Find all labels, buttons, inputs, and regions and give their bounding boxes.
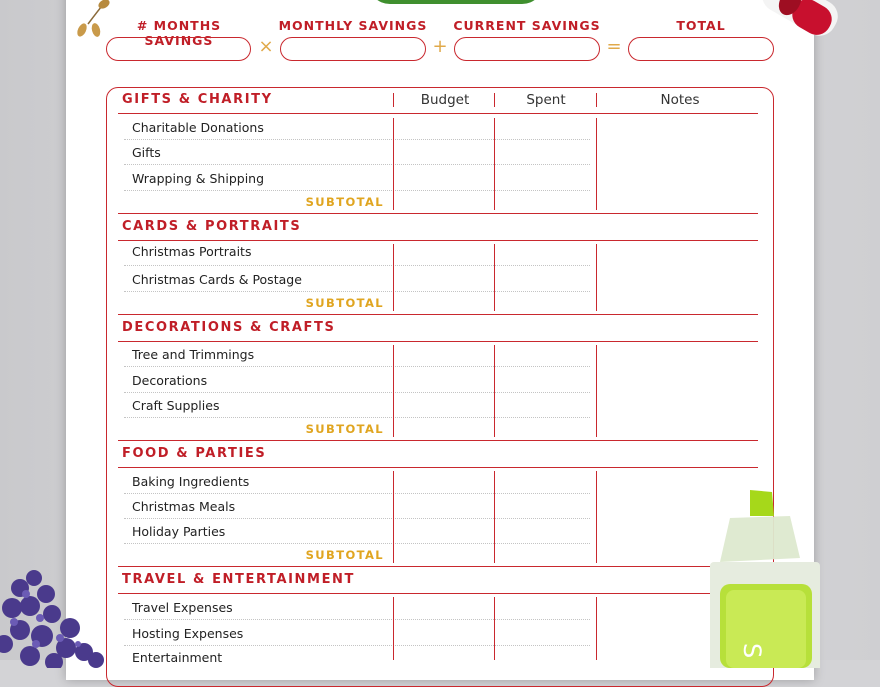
line-item: Wrapping & Shipping [132,171,265,186]
spent-column-line [494,471,495,563]
line-item: Hosting Expenses [132,626,244,641]
section-rule [118,593,758,594]
line-item: Tree and Trimmings [132,347,255,362]
total-field[interactable] [628,37,774,61]
budget-column-line [393,118,394,210]
line-item: Holiday Parties [132,524,226,539]
subtotal-label: SUBTOTAL [305,422,384,436]
multiply-operator: × [258,36,274,57]
row-separator [124,417,590,418]
subtotal-label: SUBTOTAL [305,296,384,310]
line-item: Christmas Meals [132,499,236,514]
plus-operator: + [432,36,448,57]
marker-brand-text: S [738,643,766,659]
notes-column-line [596,345,597,437]
section-rule [118,314,758,315]
months-savings-field[interactable] [106,37,251,61]
line-item: Christmas Cards & Postage [132,272,302,287]
line-item: Craft Supplies [132,398,220,413]
row-separator [124,164,590,165]
total-label: TOTAL [676,18,726,33]
lavender-flowers-decoration [0,548,120,668]
row-separator [124,366,590,367]
notes-column-line [596,118,597,210]
budget-column-line [393,345,394,437]
section-title-travel-entertainment: TRAVEL & ENTERTAINMENT [122,572,356,587]
spent-column-header: Spent [526,92,566,108]
row-separator [124,619,590,620]
row-separator [124,139,590,140]
row-separator [124,190,590,191]
subtotal-label: SUBTOTAL [305,195,384,209]
row-separator [124,543,590,544]
line-item: Entertainment [132,650,223,665]
equals-operator: = [606,36,622,57]
row-separator [124,645,590,646]
row-separator [124,291,590,292]
budget-column-line [393,471,394,563]
section-rule [118,566,758,567]
spent-column-line [494,118,495,210]
row-separator [124,392,590,393]
section-title-gifts-charity: GIFTS & CHARITY [122,92,273,107]
notes-column-header: Notes [660,92,700,108]
line-item: Baking Ingredients [132,474,250,489]
header-divider [393,93,394,107]
section-rule [118,113,758,114]
section-rule [118,440,758,441]
green-highlighter-decoration [700,488,820,668]
notes-column-line [596,597,597,660]
spent-column-line [494,597,495,660]
budget-column-line [393,597,394,660]
notes-column-line [596,471,597,563]
line-item: Christmas Portraits [132,244,252,259]
line-item: Decorations [132,373,208,388]
section-rule [118,240,758,241]
row-separator [124,493,590,494]
monthly-savings-label: MONTHLY SAVINGS [278,18,428,33]
notes-column-line [596,244,597,311]
months-savings-label: # MONTHS SAVINGS [136,18,222,48]
row-separator [124,265,590,266]
holly-leaf-decoration [368,0,544,4]
row-separator [124,518,590,519]
section-rule [118,341,758,342]
header-divider [494,93,495,107]
line-item: Travel Expenses [132,600,233,615]
section-title-decorations-crafts: DECORATIONS & CRAFTS [122,320,336,335]
spent-column-line [494,244,495,311]
line-item: Charitable Donations [132,120,264,135]
section-title-food-parties: FOOD & PARTIES [122,446,267,461]
section-rule [118,467,758,468]
monthly-savings-field[interactable] [280,37,426,61]
budget-column-line [393,244,394,311]
line-item: Gifts [132,145,161,160]
spent-column-line [494,345,495,437]
section-title-cards-portraits: CARDS & PORTRAITS [122,219,302,234]
subtotal-label: SUBTOTAL [305,548,384,562]
header-divider [596,93,597,107]
section-rule [118,213,758,214]
current-savings-label: CURRENT SAVINGS [453,18,601,33]
current-savings-field[interactable] [454,37,600,61]
budget-column-header: Budget [420,92,470,108]
